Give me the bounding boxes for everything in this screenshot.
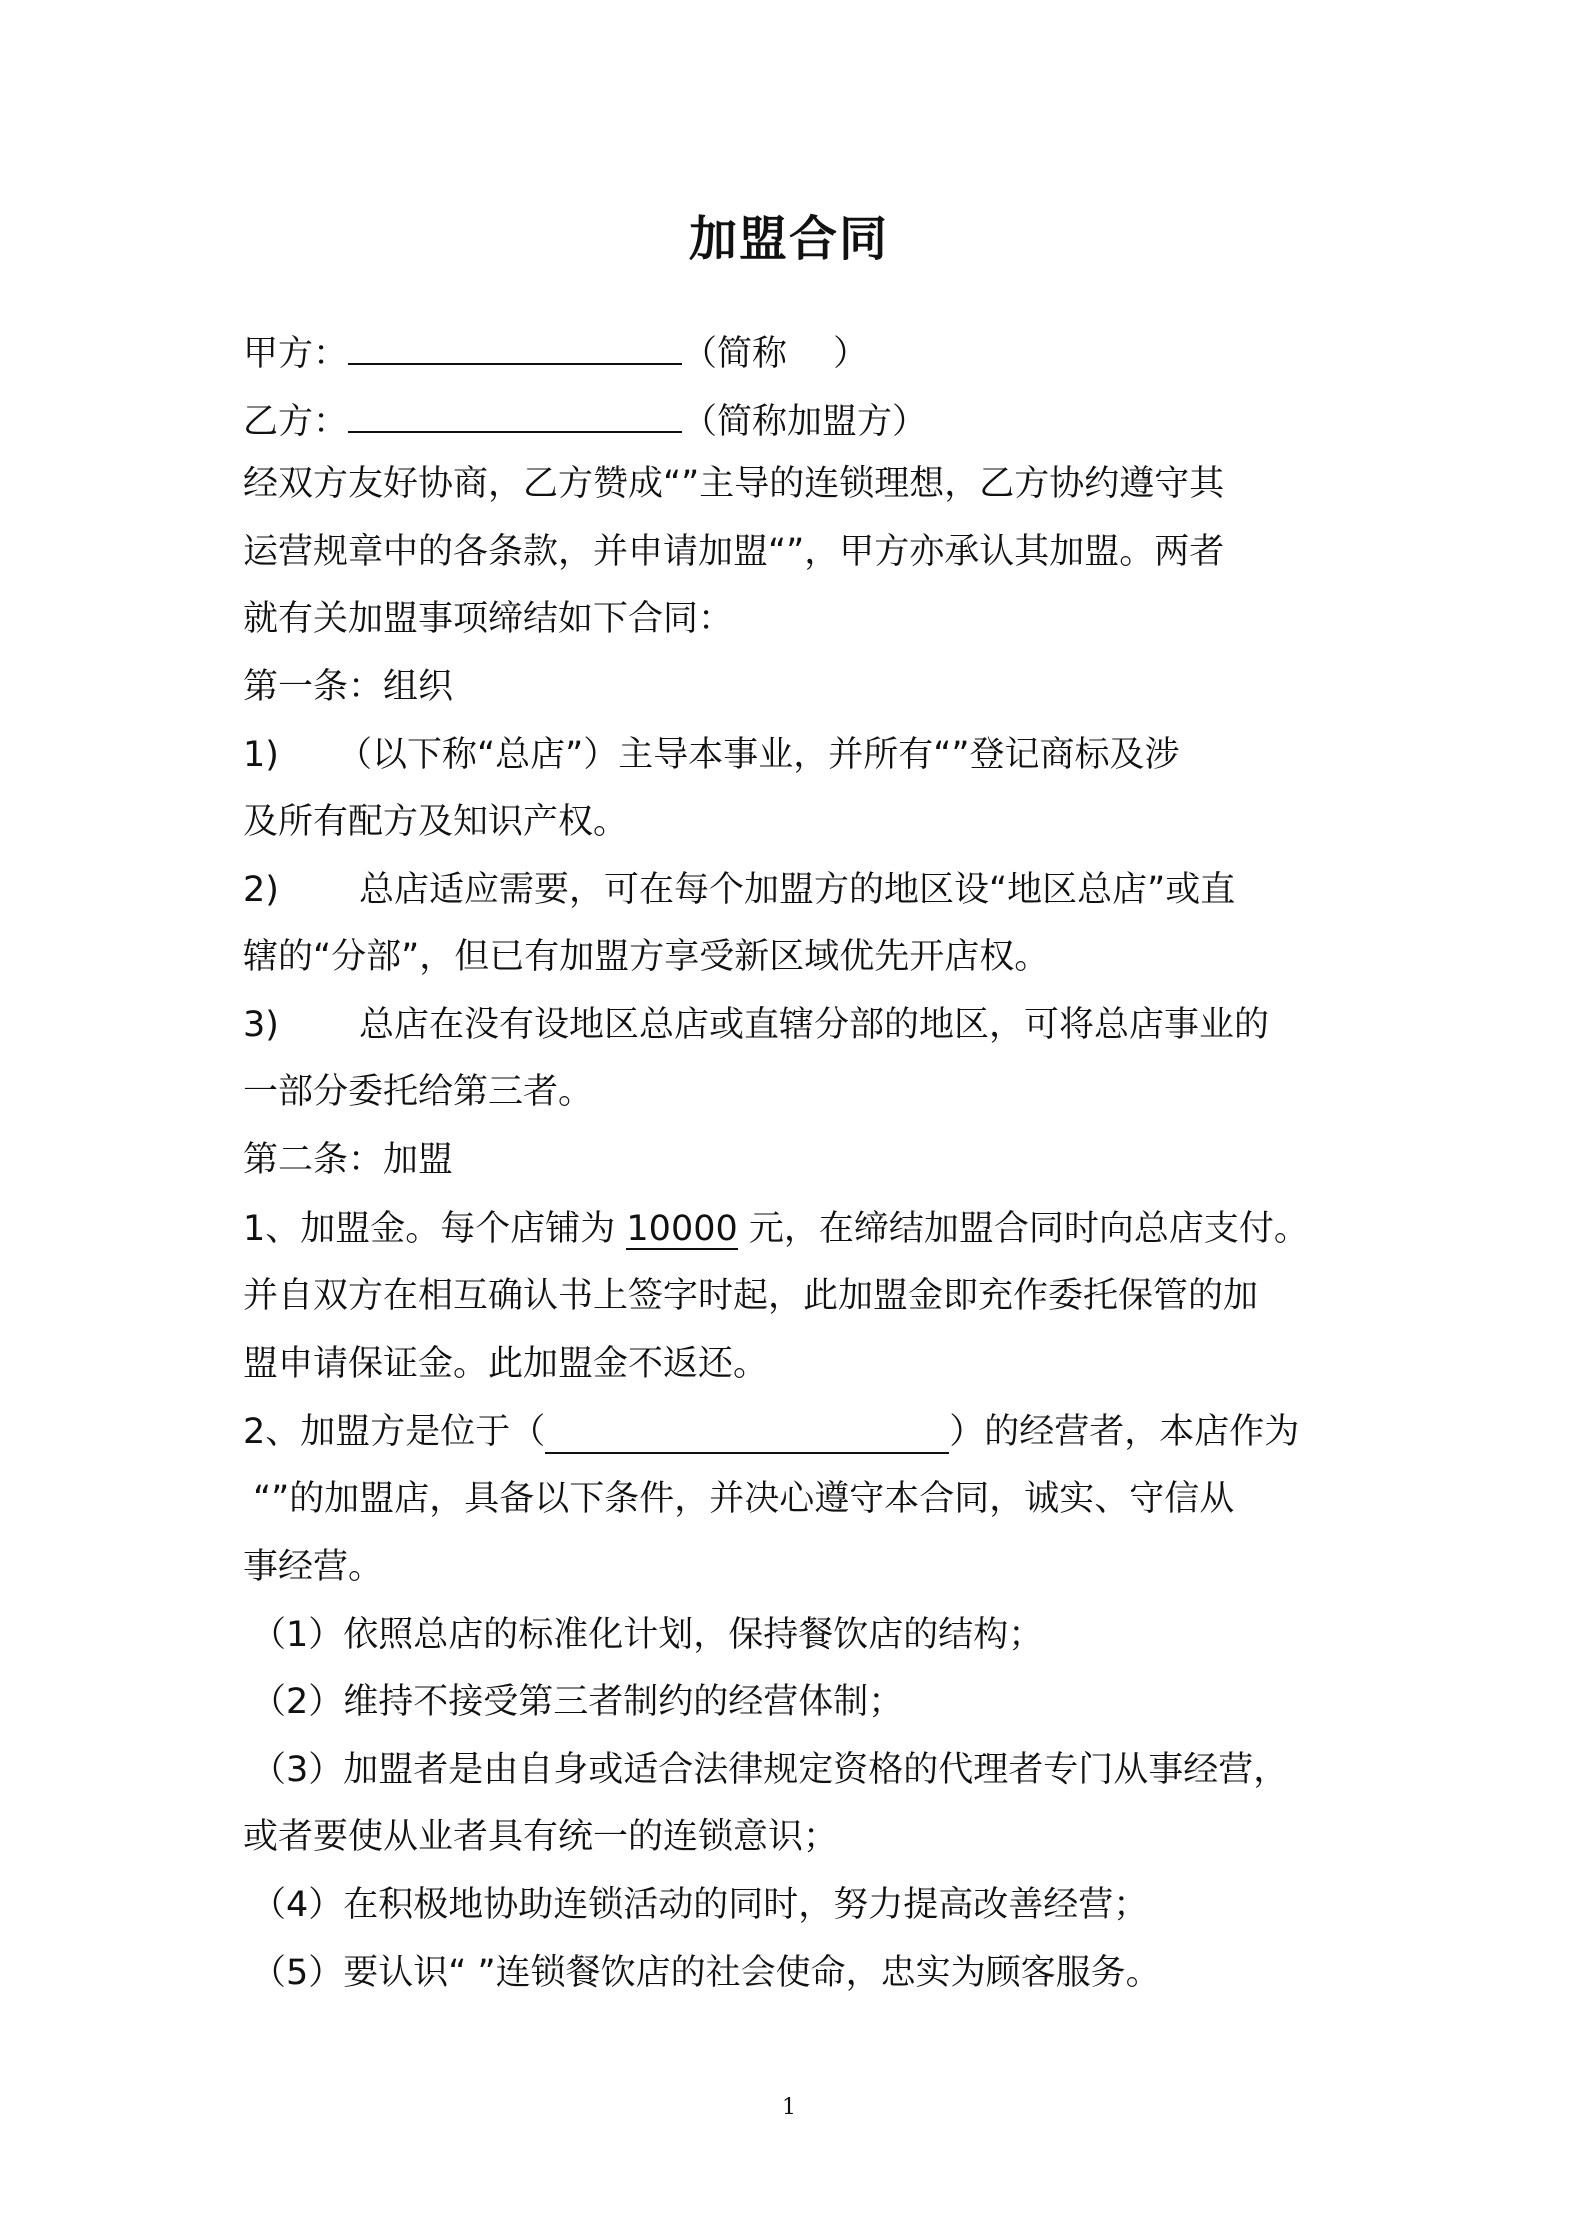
condition-3: （3）加盟者是由自身或适合法律规定资格的代理者专门从事经营，	[251, 1750, 1289, 1790]
party-b-name-field[interactable]	[348, 395, 682, 433]
item-text: 总店在没有设地区总店或直辖分部的地区，可将总店事业的	[358, 1005, 1269, 1045]
condition-4: （4）在积极地协助连锁活动的同时，努力提高改善经营；	[251, 1885, 1149, 1925]
item-text: 元，在缔结加盟合同时向总店支付。	[737, 1209, 1309, 1249]
article-2-item-1-cont-1: 并自双方在相互确认书上签字时起，此加盟金即充作委托保管的加	[243, 1276, 1259, 1316]
condition-5: （5）要认识“ ”连锁餐饮店的社会使命，忠实为顾客服务。	[251, 1953, 1161, 1993]
item-text: 1、加盟金。每个店铺为	[243, 1209, 627, 1249]
party-a-abbr: （简称 ）	[682, 334, 869, 374]
party-a-line	[243, 327, 868, 376]
party-b-line	[243, 395, 927, 444]
party-b-label: 乙方：	[243, 402, 349, 442]
article-2-heading: 第二条：加盟	[243, 1140, 454, 1180]
article-2-item-2	[243, 1410, 1299, 1454]
intro-line-2: 运营规章中的各条款，并申请加盟“”，甲方亦承认其加盟。两者	[243, 532, 1225, 572]
page-number: 1	[782, 2095, 796, 2120]
party-a-label: 甲方：	[243, 334, 349, 374]
article-1-item-2	[243, 868, 1235, 912]
condition-3-cont: 或者要使从业者具有统一的连锁意识；	[243, 1817, 839, 1857]
article-2-item-2-cont-2: 事经营。	[243, 1547, 384, 1587]
article-2-item-1-cont-2: 盟申请保证金。此加盟金不返还。	[243, 1344, 769, 1384]
condition-2: （2）维持不接受第三者制约的经营体制；	[251, 1682, 904, 1722]
condition-1: （1）依照总店的标准化计划，保持餐饮店的结构；	[251, 1615, 1044, 1655]
franchise-fee-amount: 10000	[626, 1209, 738, 1249]
article-1-item-1-cont: 及所有配方及知识产权。	[243, 802, 629, 842]
party-b-abbr: （简称加盟方）	[682, 402, 928, 442]
article-1-heading: 第一条：组织	[243, 667, 454, 707]
article-1-item-1	[243, 733, 1179, 777]
article-2-item-1	[243, 1207, 1309, 1251]
location-field[interactable]	[545, 1414, 949, 1454]
article-1-item-3	[243, 1003, 1269, 1047]
item-text: ）的经营者，本店作为	[949, 1412, 1300, 1452]
article-1-item-2-cont: 辖的“分部”，但已有加盟方享受新区域优先开店权。	[243, 937, 1050, 977]
article-2-item-2-cont-1: “”的加盟店，具备以下条件，并决心遵守本合同，诚实、守信从	[253, 1479, 1235, 1519]
item-text: （以下称“总店”）主导本事业，并所有“”登记商标及涉	[336, 735, 1180, 775]
item-number: 1)	[243, 735, 279, 775]
item-number: 2)	[243, 870, 279, 910]
item-text: 总店适应需要，可在每个加盟方的地区设“地区总店”或直	[358, 870, 1236, 910]
intro-line-1: 经双方友好协商，乙方赞成“”主导的连锁理想，乙方协约遵守其	[243, 464, 1225, 504]
contract-title: 加盟合同	[688, 211, 889, 267]
party-a-name-field[interactable]	[348, 327, 682, 365]
item-text: 2、加盟方是位于（	[243, 1412, 546, 1452]
article-1-item-3-cont: 一部分委托给第三者。	[243, 1072, 594, 1112]
intro-line-3: 就有关加盟事项缔结如下合同：	[243, 599, 734, 639]
item-number: 3)	[243, 1005, 279, 1045]
